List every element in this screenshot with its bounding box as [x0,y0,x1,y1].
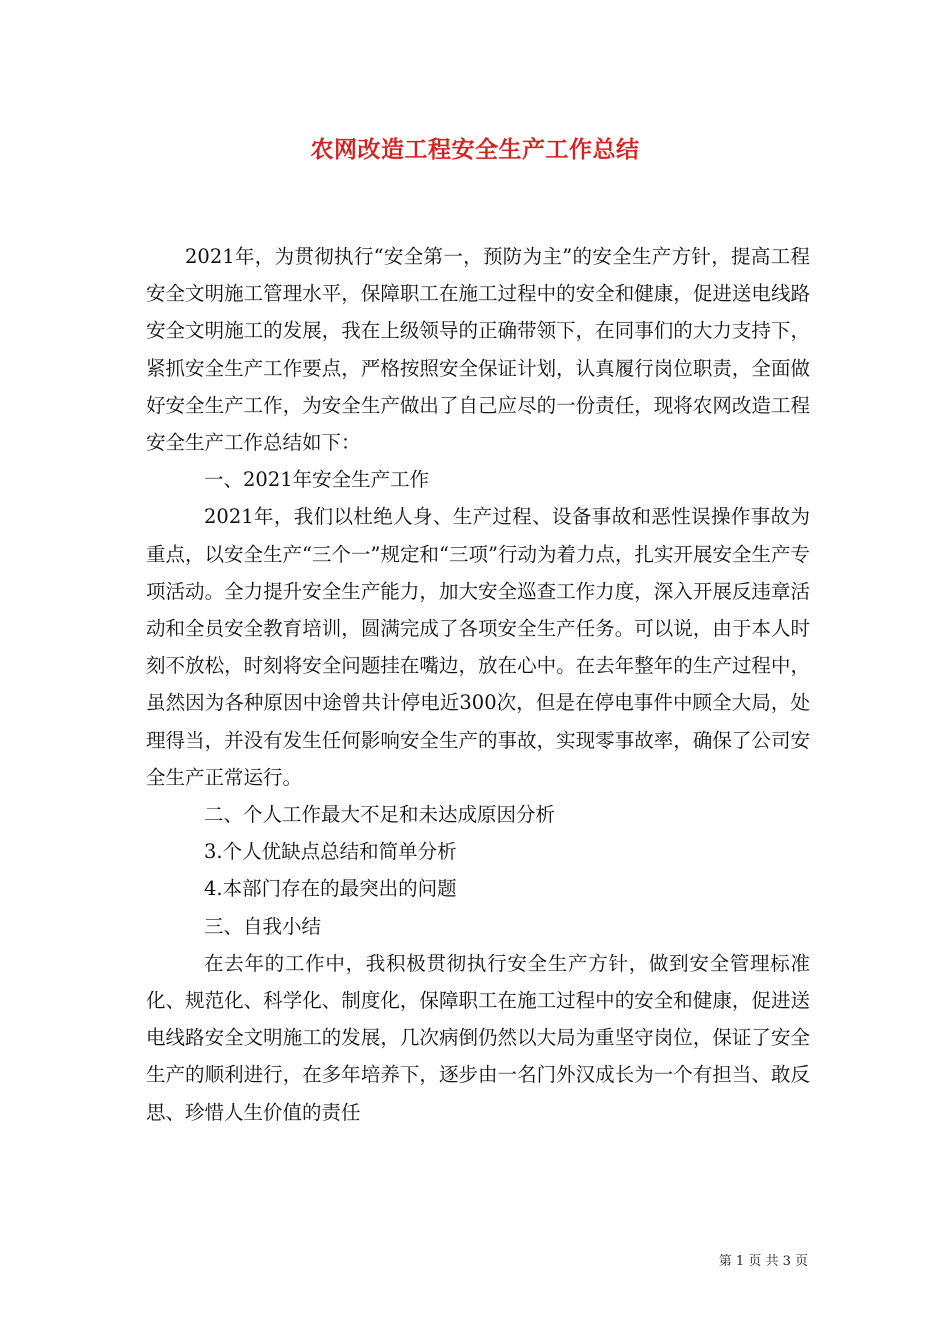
section-heading-2: 二、个人工作最大不足和未达成原因分析 [204,803,556,827]
document-title: 农网改造工程安全生产工作总结 [310,136,640,163]
document-body [146,238,810,1131]
section-item-4: 4.本部门存在的最突出的问题 [204,877,457,901]
section-heading-1: 一、2021年安全生产工作 [204,468,430,492]
section-heading-3: 三、自我小结 [204,914,322,938]
section-body-3: 在去年的工作中，我积极贯彻执行安全生产方针，做到安全管理标准化、规范化、科学化、制度化，保障职工在施工过程中的安全和健康，促进送电线路安全文明施工的发展，几次病倒仍然以大局为重坚守岗位，保证了安全生产的顺利进行，在多年培养下，逐步由一名门外汉成长为一个有担当、敢反思、珍惜人生价值的责任 [146,951,810,1124]
section-body-1: 2021年，我们以杜绝人身、生产过程、设备事故和恶性误操作事故为重点，以安全生产“三个一”规定和“三项”行动为着力点，扎实开展安全生产专项活动。全力提升安全生产能力，加大安全巡查工作力度，深入开展反违章活动和全员安全教育培训，圆满完成了各项安全生产任务。可以说，由于本人时刻不放松，时刻将安全问题挂在嘴边，放在心中。在去年整年的生产过程中，虽然因为各种原因中途曾共计停电近300次，但是在停电事件中顾全大局，处理得当，并没有发生任何影响安全生产的事故，实现零事故率，确保了公司安全生产正常运行。 [146,505,810,789]
intro-paragraph: 2021年，为贯彻执行“安全第一，预防为主”的安全生产方针，提高工程安全文明施工管理水平，保障职工在施工过程中的安全和健康，促进送电线路安全文明施工的发展，我在上级领导的正确带领下，在同事们的大力支持下，紧抓安全生产工作要点，严格按照安全保证计划，认真履行岗位职责，全面做好安全生产工作，为安全生产做出了自己应尽的一份责任，现将农网改造工程安全生产工作总结如下： [146,245,810,455]
section-item-3: 3.个人优缺点总结和简单分析 [204,840,457,864]
page-number-footer: 第 1 页 共 3 页 [718,1254,808,1269]
